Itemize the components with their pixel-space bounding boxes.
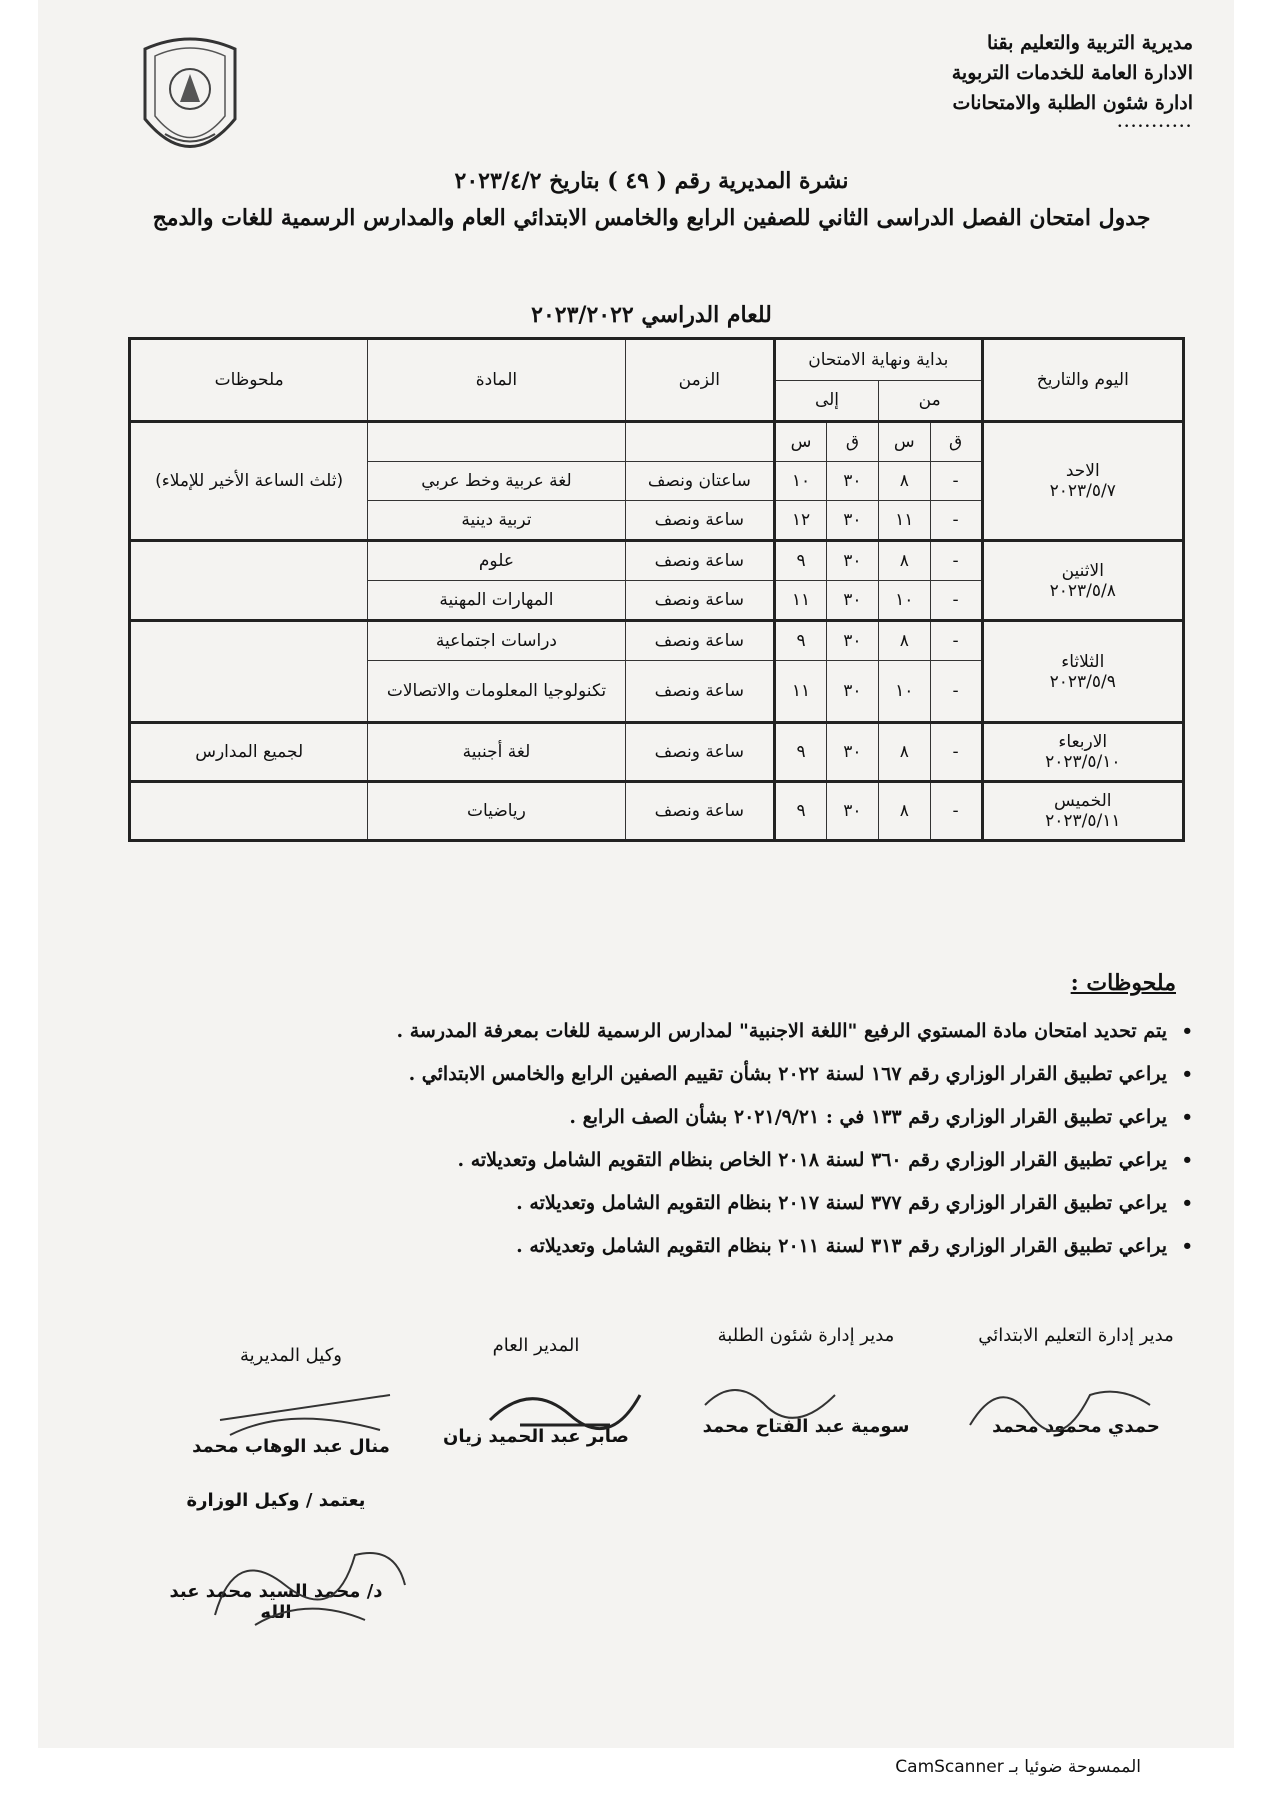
subject-cell: تربية دينية: [368, 501, 625, 541]
blank-cell: [368, 422, 625, 462]
day-date: ٢٠٢٣/٥/٩: [1049, 671, 1116, 692]
approval-name: د/ محمد السيد محمد عبد الله: [169, 1581, 383, 1623]
list-item: • يتم تحديد امتحان مادة المستوي الرفيع "اللغة الاجنبية" لمدارس الرسمية للغات بمعرفة المدرسة .: [133, 1010, 1193, 1053]
subject-cell: دراسات اجتماعية: [368, 621, 625, 661]
signature-role: المدير العام: [492, 1335, 580, 1356]
approval-role: يعتمد / وكيل الوزارة: [186, 1490, 366, 1511]
day-cell: [982, 782, 1183, 841]
to-minutes: ٣٠: [826, 462, 878, 501]
day-name: الثلاثاء: [1061, 651, 1105, 672]
day-name: الاربعاء: [1058, 732, 1108, 752]
to-minutes: ٣٠: [826, 581, 878, 621]
subject-cell: لغة أجنبية: [368, 723, 625, 782]
handwritten-signature: [960, 1355, 1160, 1445]
day-date: ٢٠٢٣/٥/٨: [1049, 580, 1116, 601]
signature-role: وكيل المديرية: [240, 1345, 342, 1366]
handwritten-signature: [480, 1370, 650, 1440]
notes-title: ملحوظات :: [1070, 970, 1176, 996]
to-minutes: ٣٠: [826, 541, 878, 581]
to-minutes: ٣٠: [826, 661, 878, 723]
to-minutes: ٣٠: [826, 621, 878, 661]
from-minutes: -: [930, 501, 982, 541]
from-minutes: -: [930, 661, 982, 723]
to-hour: ٩: [775, 621, 827, 661]
header-duration: الزمن: [625, 339, 775, 422]
duration-cell: ساعة ونصف: [625, 541, 775, 581]
notes-list: [133, 1010, 1193, 1268]
list-item: • يراعي تطبيق القرار الوزاري رقم ١٦٧ لسنة ٢٠٢٢ بشأن تقييم الصفين الرابع والخامس الابتدائي .: [133, 1053, 1193, 1096]
from-hour: ٨: [878, 782, 930, 841]
unit-q: ق: [930, 422, 982, 462]
list-item: • يراعي تطبيق القرار الوزاري رقم ٣٧٧ لسنة ٢٠١٧ بنظام التقويم الشامل وتعديلاته .: [133, 1182, 1193, 1225]
list-item: • يراعي تطبيق القرار الوزاري رقم ٣١٣ لسنة ٢٠١١ بنظام التقويم الشامل وتعديلاته .: [133, 1225, 1193, 1268]
unit-q: ق: [826, 422, 878, 462]
from-minutes: -: [930, 782, 982, 841]
day-date: ٢٠٢٣/٥/١٠: [1045, 752, 1121, 772]
unit-s: س: [775, 422, 827, 462]
issuer-header: [853, 28, 1193, 131]
bulletin-title: نشرة المديرية رقم ( ٤٩ ) بتاريخ ٢٠٢٣/٤/٢: [454, 168, 849, 194]
subject-cell: المهارات المهنية: [368, 581, 625, 621]
header-line: مديرية التربية والتعليم بقنا: [987, 32, 1193, 54]
notes-cell: لجميع المدارس: [130, 723, 368, 782]
from-hour: ١٠: [878, 661, 930, 723]
from-hour: ١١: [878, 501, 930, 541]
duration-cell: ساعة ونصف: [625, 661, 775, 723]
subject-cell: تكنولوجيا المعلومات والاتصالات: [368, 661, 625, 723]
to-hour: ٩: [775, 723, 827, 782]
day-name: الاثنين: [1061, 560, 1104, 581]
day-date: ٢٠٢٣/٥/١١: [1045, 811, 1121, 831]
signature-name: حمدي محمود محمد: [992, 1416, 1160, 1437]
signature-role: مدير إدارة التعليم الابتدائي: [978, 1325, 1174, 1346]
duration-cell: ساعتان ونصف: [625, 462, 775, 501]
header-day: اليوم والتاريخ: [982, 339, 1183, 422]
notes-cell: [130, 782, 368, 841]
unit-s: س: [878, 422, 930, 462]
handwritten-signature: [195, 1525, 415, 1635]
day-cell: [982, 621, 1183, 723]
from-minutes: -: [930, 581, 982, 621]
table-row: [130, 782, 1184, 841]
header-notes: ملحوظات: [130, 339, 368, 422]
to-minutes: ٣٠: [826, 782, 878, 841]
from-minutes: -: [930, 723, 982, 782]
duration-cell: ساعة ونصف: [625, 782, 775, 841]
header-from: من: [878, 380, 982, 422]
day-cell: [982, 422, 1183, 541]
duration-cell: ساعة ونصف: [625, 581, 775, 621]
table-row: [130, 621, 1184, 661]
table-row: [130, 541, 1184, 581]
to-minutes: ٣٠: [826, 723, 878, 782]
from-minutes: -: [930, 462, 982, 501]
header-line: الادارة العامة للخدمات التربوية: [951, 62, 1193, 84]
day-cell: [982, 723, 1183, 782]
notes-cell: [130, 621, 368, 723]
day-name: الخميس: [1054, 791, 1112, 811]
scanned-page: [38, 0, 1234, 1748]
day-cell: [982, 541, 1183, 621]
from-hour: ١٠: [878, 581, 930, 621]
signature-name: سومية عبد الفتاح محمد: [702, 1416, 910, 1437]
from-minutes: -: [930, 541, 982, 581]
subject-cell: علوم: [368, 541, 625, 581]
notes-cell: (ثلث الساعة الأخير للإملاء): [130, 422, 368, 541]
to-hour: ١١: [775, 661, 827, 723]
to-hour: ٩: [775, 541, 827, 581]
day-name: الاحد: [1065, 461, 1100, 481]
academic-year: للعام الدراسي ٢٠٢٣/٢٠٢٢: [531, 302, 772, 328]
from-hour: ٨: [878, 462, 930, 501]
from-hour: ٨: [878, 541, 930, 581]
header-period: بداية ونهاية الامتحان: [775, 339, 982, 381]
signature-name: صابر عبد الحميد زيان: [443, 1426, 629, 1447]
handwritten-signature: [695, 1365, 855, 1425]
to-hour: ١٢: [775, 501, 827, 541]
subject-cell: لغة عربية وخط عربي: [368, 462, 625, 501]
header-line: ادارة شئون الطلبة والامتحانات: [952, 92, 1193, 114]
ministry-logo: [135, 24, 245, 174]
subject-cell: رياضيات: [368, 782, 625, 841]
from-hour: ٨: [878, 621, 930, 661]
scanner-watermark: الممسوحة ضوئيا بـ CamScanner: [895, 1757, 1141, 1777]
blank-cell: [625, 422, 775, 462]
duration-cell: ساعة ونصف: [625, 621, 775, 661]
exam-schedule-table: [128, 337, 1185, 842]
signature-role: مدير إدارة شئون الطلبة: [717, 1325, 895, 1346]
units-row: [130, 422, 1184, 462]
header-row: [130, 339, 1184, 381]
from-minutes: -: [930, 621, 982, 661]
from-hour: ٨: [878, 723, 930, 782]
day-date: ٢٠٢٣/٥/٧: [1049, 481, 1116, 501]
header-dots: ...........: [1117, 115, 1193, 131]
schedule-title: جدول امتحان الفصل الدراسى الثاني للصفين الرابع والخامس الابتدائي العام والمدارس الرسمية للغات والدمج: [152, 205, 1151, 231]
to-minutes: ٣٠: [826, 501, 878, 541]
header-to: إلى: [775, 380, 879, 422]
table-row: [130, 723, 1184, 782]
notes-cell: [130, 541, 368, 621]
duration-cell: ساعة ونصف: [625, 501, 775, 541]
to-hour: ٩: [775, 782, 827, 841]
list-item: • يراعي تطبيق القرار الوزاري رقم ١٣٣ في : ٢٠٢١/٩/٢١ بشأن الصف الرابع .: [133, 1096, 1193, 1139]
handwritten-signature: [210, 1375, 400, 1445]
duration-cell: ساعة ونصف: [625, 723, 775, 782]
list-item: • يراعي تطبيق القرار الوزاري رقم ٣٦٠ لسنة ٢٠١٨ الخاص بنظام التقويم الشامل وتعديلاته .: [133, 1139, 1193, 1182]
to-hour: ١١: [775, 581, 827, 621]
to-hour: ١٠: [775, 462, 827, 501]
header-subject: المادة: [368, 339, 625, 422]
signature-name: منال عبد الوهاب محمد: [192, 1436, 390, 1457]
